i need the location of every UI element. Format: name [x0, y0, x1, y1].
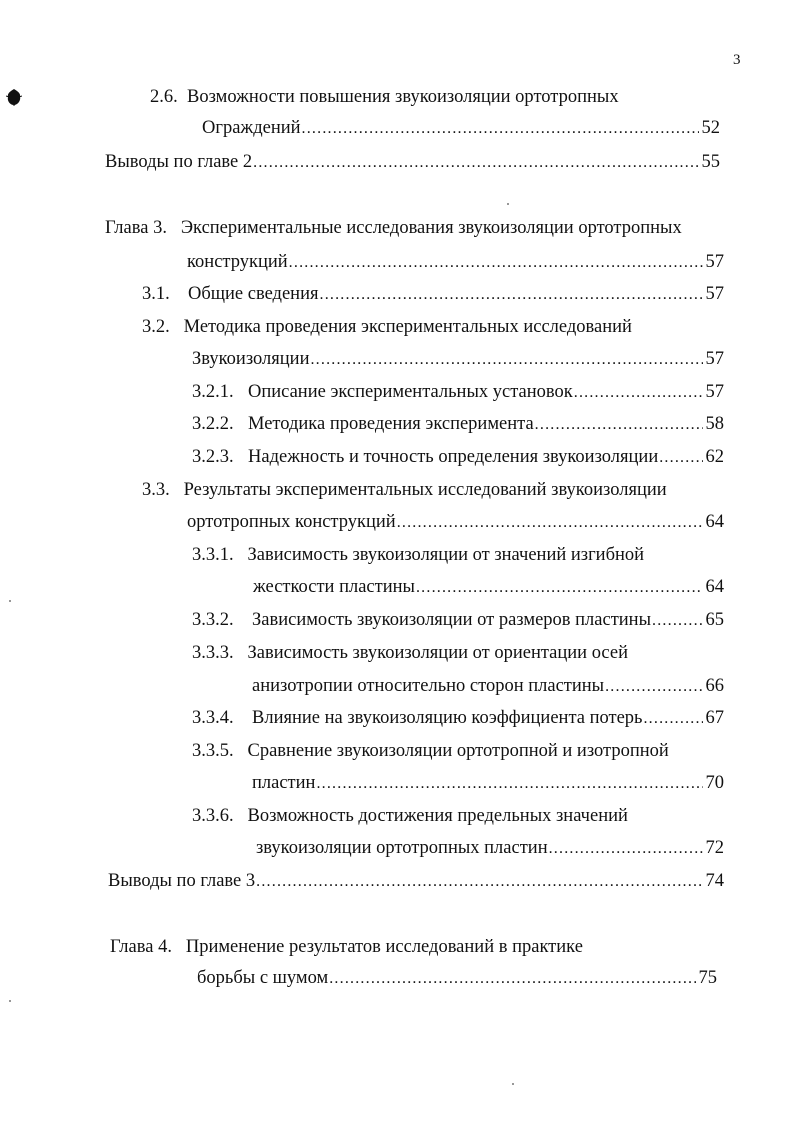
toc-entry-3-2-line2[interactable] [192, 349, 724, 370]
toc-title: Результаты экспериментальных исследований звукоизоляции [183, 480, 667, 500]
scan-speck [9, 600, 11, 602]
toc-number: 3.3.2. [192, 610, 234, 630]
toc-number: Глава 4. [110, 937, 172, 957]
toc-entry-chapter-4-line2[interactable] [197, 968, 717, 989]
toc-title: Методика проведения эксперимента [248, 414, 534, 434]
toc-page: 58 [705, 414, 724, 434]
toc-title: Влияние на звукоизоляцию коэффициента потерь [252, 708, 643, 728]
toc-entry-2-6-line1[interactable] [150, 87, 619, 108]
toc-entry-3-3-2[interactable] [192, 610, 724, 631]
toc-number: 3.3.3. [192, 643, 234, 663]
toc-page: 52 [701, 118, 720, 138]
toc-entry-3-2-line1[interactable] [142, 317, 632, 338]
toc-number: 3.2. [142, 317, 170, 337]
toc-number: 2.6. [150, 87, 178, 107]
toc-title: Выводы по главе 3 [108, 871, 256, 891]
toc-entry-3-3-6-line1[interactable] [192, 806, 628, 827]
toc-title-continued: ортотропных конструкций [187, 512, 396, 532]
toc-title: Сравнение звукоизоляции ортотропной и изотропной [247, 741, 669, 761]
toc-number: 3.3.5. [192, 741, 234, 761]
toc-entry-3-3-5-line1[interactable] [192, 741, 669, 762]
dot-leader [253, 154, 699, 173]
toc-number: 3.1. [142, 284, 170, 304]
toc-entry-3-3-1-line1[interactable] [192, 545, 644, 566]
toc-page: 66 [705, 676, 724, 696]
scan-speck [512, 1083, 514, 1085]
toc-title-continued: Ограждений [202, 118, 301, 138]
dot-leader [549, 840, 703, 859]
toc-entry-3-1[interactable] [142, 284, 724, 305]
dot-leader [659, 449, 703, 468]
toc-entry-3-2-1[interactable] [192, 382, 724, 403]
toc-number: 3.2.2. [192, 414, 234, 434]
toc-page: 55 [701, 152, 720, 172]
toc-title-continued: пластин [252, 773, 316, 793]
toc-entry-chapter-3-line2[interactable] [187, 252, 724, 273]
toc-title-continued: конструкций [187, 252, 288, 272]
toc-entry-3-2-2[interactable] [192, 414, 724, 435]
toc-number: 3.3. [142, 480, 170, 500]
toc-number: 3.3.4. [192, 708, 234, 728]
dot-leader [652, 612, 703, 631]
page-number: 3 [733, 52, 741, 68]
dot-leader [302, 120, 699, 139]
toc-number: Глава 3. [105, 218, 167, 238]
dot-leader [316, 775, 703, 794]
dot-leader [416, 579, 703, 598]
toc-entry-2-6-line2[interactable] [202, 118, 720, 139]
toc-entry-3-3-line2[interactable] [187, 512, 724, 533]
toc-page: 74 [705, 871, 724, 891]
toc-page: 65 [705, 610, 724, 630]
ink-blot-mark [6, 88, 22, 106]
toc-title-continued: звукоизоляции ортотропных пластин [256, 838, 548, 858]
toc-title: Зависимость звукоизоляции от значений изгибной [247, 545, 645, 565]
toc-title-continued: борьбы с шумом [197, 968, 329, 988]
toc-entry-3-3-line1[interactable] [142, 480, 667, 501]
toc-entry-3-3-5-line2[interactable] [252, 773, 724, 794]
toc-entry-conclusions-2[interactable] [105, 152, 720, 173]
toc-title: Экспериментальные исследования звукоизоляции ортотропных [180, 218, 682, 238]
dot-leader [310, 351, 703, 370]
toc-number: 3.3.1. [192, 545, 234, 565]
dot-leader [320, 286, 704, 305]
scan-speck [9, 1000, 11, 1002]
toc-entry-3-2-3[interactable] [192, 447, 724, 468]
toc-title: Выводы по главе 2 [105, 152, 253, 172]
toc-page: 57 [705, 252, 724, 272]
dot-leader [574, 384, 703, 403]
toc-number: 3.2.1. [192, 382, 234, 402]
toc-page: 64 [705, 512, 724, 532]
toc-title: Возможности повышения звукоизоляции ортотропных [187, 87, 619, 107]
dot-leader [256, 873, 703, 892]
toc-entry-conclusions-3[interactable] [108, 871, 724, 892]
toc-entry-3-3-3-line1[interactable] [192, 643, 628, 664]
toc-title: Применение результатов исследований в практике [185, 937, 583, 957]
toc-title-continued: анизотропии относительно сторон пластины [252, 676, 605, 696]
toc-title: Зависимость звукоизоляции от ориентации осей [247, 643, 628, 663]
toc-entry-3-3-1-line2[interactable] [253, 577, 724, 598]
toc-page: 57 [705, 349, 724, 369]
toc-page: 67 [705, 708, 724, 728]
toc-title: Зависимость звукоизоляции от размеров пластины [252, 610, 652, 630]
toc-title: Описание экспериментальных установок [248, 382, 573, 402]
dot-leader [535, 416, 703, 435]
toc-entry-3-3-6-line2[interactable] [256, 838, 724, 859]
toc-entry-chapter-3-line1[interactable] [105, 218, 682, 239]
toc-title: Методика проведения экспериментальных исследований [183, 317, 632, 337]
dot-leader [643, 710, 703, 729]
toc-page: 75 [698, 968, 717, 988]
toc-entry-3-3-4[interactable] [192, 708, 724, 729]
toc-title-continued: жесткости пластины [253, 577, 415, 597]
toc-title: Возможность достижения предельных значений [247, 806, 628, 826]
toc-title: Надежность и точность определения звукоизоляции [248, 447, 659, 467]
dot-leader [605, 678, 703, 697]
toc-entry-chapter-4-line1[interactable] [110, 937, 583, 958]
toc-number: 3.3.6. [192, 806, 234, 826]
toc-page: 64 [705, 577, 724, 597]
toc-title-continued: Звукоизоляции [192, 349, 310, 369]
toc-page: 72 [705, 838, 724, 858]
dot-leader [329, 970, 696, 989]
toc-page: 70 [705, 773, 724, 793]
toc-page: 62 [705, 447, 724, 467]
toc-page: 57 [705, 382, 724, 402]
toc-title: Общие сведения [188, 284, 319, 304]
toc-page: 57 [705, 284, 724, 304]
toc-number: 3.2.3. [192, 447, 234, 467]
scan-speck [507, 203, 509, 205]
dot-leader [289, 254, 703, 273]
dot-leader [397, 514, 703, 533]
toc-entry-3-3-3-line2[interactable] [252, 676, 724, 697]
